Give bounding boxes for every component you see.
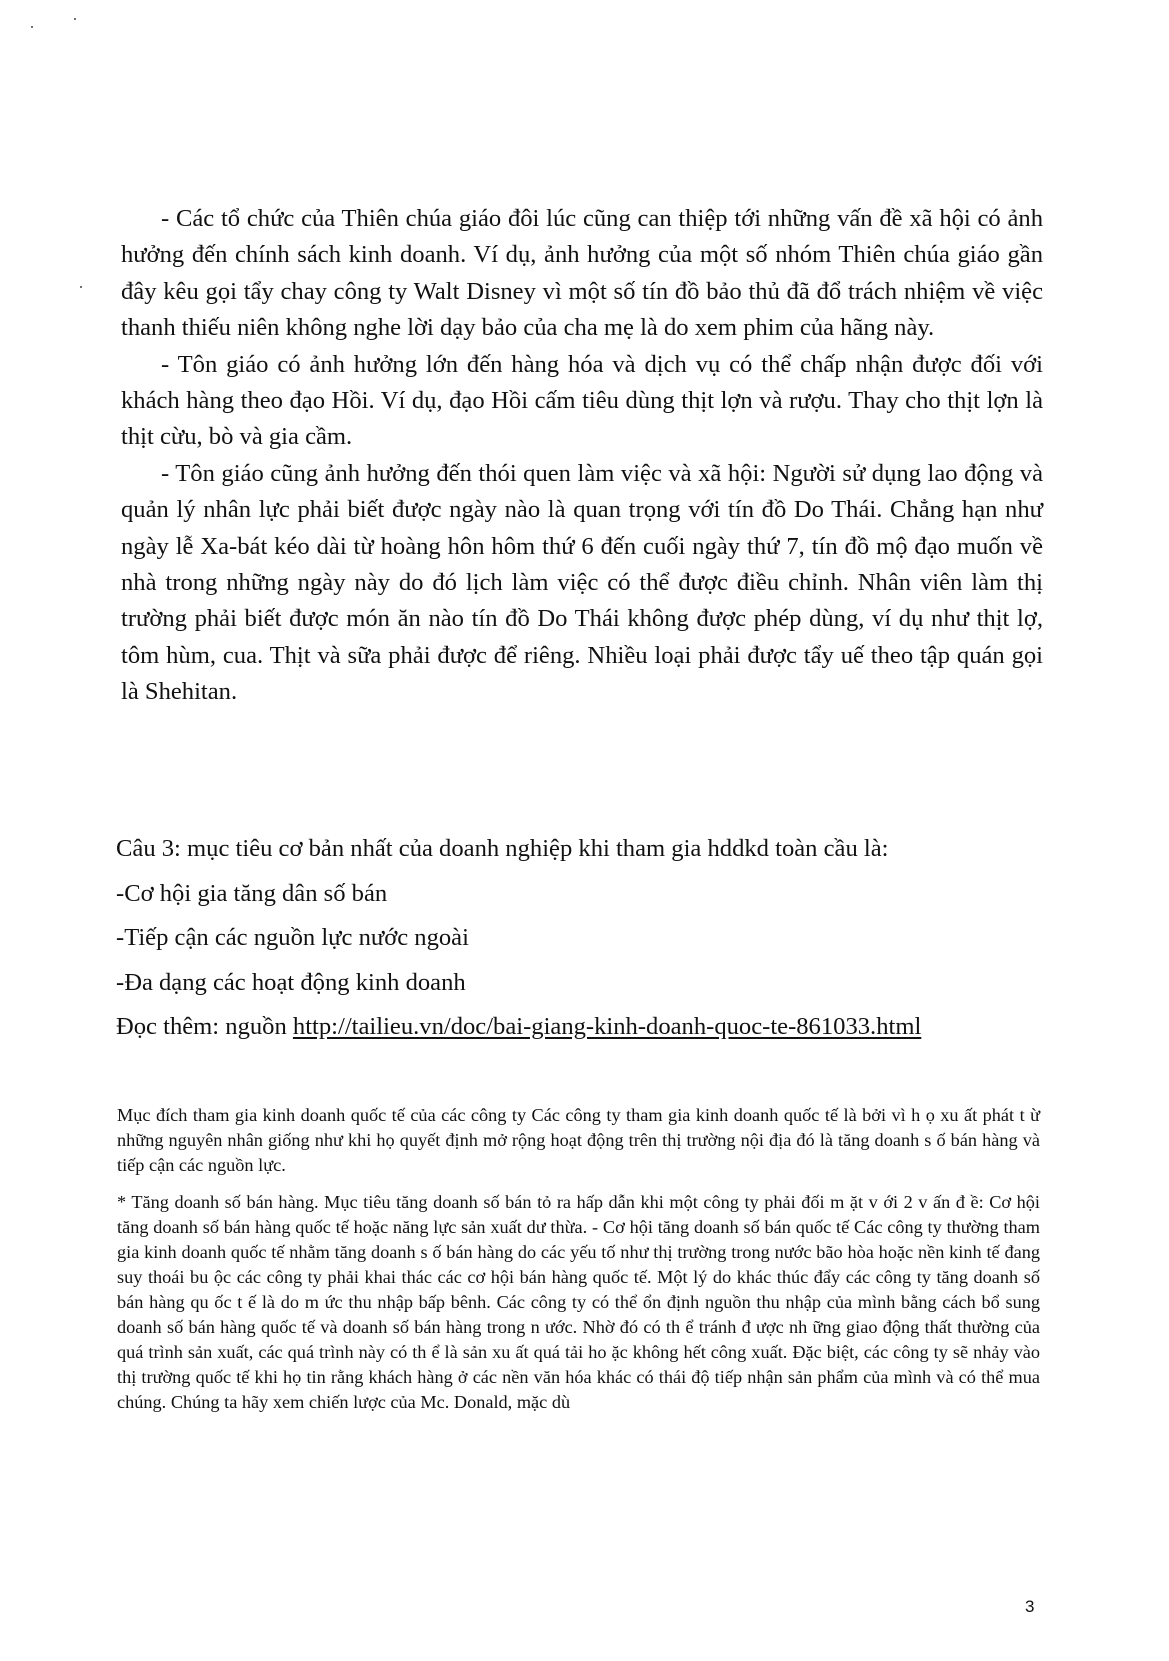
question-3-section <box>116 827 1046 1050</box>
scan-speck <box>31 26 33 28</box>
excerpt-paragraph: Mục đích tham gia kinh doanh quốc tế của các công ty Các công ty tham gia kinh doanh quốc tế là bởi vì h ọ xu ất phát t ừ những nguyên nhân giống như khi họ quyết định mở rộng hoạt động trên thị trường nội địa đó là tăng doanh s ố bán hàng và tiếp cận các nguồn lực. <box>117 1105 1040 1175</box>
paragraph-judaism: - Tôn giáo cũng ảnh hưởng đến thói quen làm việc và xã hội: Người sử dụng lao động và quản lý nhân lực phải biết được ngày nào là quan trọng với tín đồ Do Thái. Chẳng hạn như ngày lễ Xa-bát kéo dài từ hoàng hôn hôm thứ 6 đến cuối ngày thứ 7, tín đồ mộ đạo muốn về nhà trong những ngày này do đó lịch làm việc có thể được điều chỉnh. Nhân viên làm thị trường phải biết được món ăn nào tín đồ Do Thái không được phép dùng, ví dụ như thịt lợ, tôm hùm, cua. Thịt và sữa phải được để riêng. Nhiều loại phải được tẩy uế theo tập quán gọi là Shehitan. <box>121 459 1043 706</box>
source-link[interactable]: http://tailieu.vn/doc/bai-giang-kinh-doanh-quoc-te-861033.html <box>292 1013 922 1040</box>
further-reading-label: Đọc thêm: nguồn <box>116 1013 293 1040</box>
answer-item: -Tiếp cận các nguồn lực nước ngoài <box>116 924 469 951</box>
question-3-title: Câu 3: mục tiêu cơ bản nhất của doanh nghiệp khi tham gia hddkd toàn cầu là: <box>116 835 889 862</box>
scan-speck <box>74 18 76 20</box>
paragraph-christian-organizations: - Các tổ chức của Thiên chúa giáo đôi lúc cũng can thiệp tới những vấn đề xã hội có ảnh hưởng đến chính sách kinh doanh. Ví dụ, ảnh hưởng của một số nhóm Thiên chúa giáo gần đây kêu gọi tẩy chay công ty Walt Disney vì một số tín đồ bảo thủ đã đổ trách nhiệm về việc thanh thiếu niên không nghe lời dạy bảo của cha mẹ là do xem phim của hãng này. <box>121 205 1043 342</box>
page-number: 3 <box>1025 1597 1035 1616</box>
answer-item: -Đa dạng các hoạt động kinh doanh <box>116 968 466 996</box>
pasted-excerpt <box>117 1103 1040 1427</box>
excerpt-paragraph: * Tăng doanh số bán hàng. Mục tiêu tăng doanh số bán tỏ ra hấp dẫn khi một công ty phải đối m ặt v ới 2 v ấn đ ề: Cơ hội tăng doanh số bán hàng quốc tế hoặc năng lực sản xuất dư thừa. - Cơ hội tăng doanh số bán quốc tế Các công ty thường tham gia kinh doanh quốc tế nhằm tăng doanh s ố bán hàng do các yếu tố như thị trường trong nước bão hòa hoặc nền kinh tế đang suy thoái bu ộc các công ty phải khai thác các cơ hội bán hàng quốc tế. Một lý do khác thúc đẩy các công ty tăng doanh số bán hàng qu ốc t ế là do m ức thu nhập bấp bênh. Các công ty có thể ổn định nguồn thu nhập của mình bằng cách bổ sung doanh số bán hàng quốc tế và doanh số bán hàng trong n ước. Nhờ đó có th ể tránh đ ược nh ững giao động thất thường của quá trình sản xuất, các quá trình này có th ể là sản xu ất quá tải ho ặc không hết công xuất. Đặc biệt, các công ty sẽ nhảy vào thị trường quốc tế khi họ tin rằng khách hàng ở các nền văn hóa khác có thái độ tiếp nhận sản phẩm của mình và có thể mua chúng. Chúng ta hãy xem chiến lược của Mc. Donald, mặc dù <box>117 1192 1040 1412</box>
further-reading <box>116 1005 1046 1050</box>
answer-item: -Cơ hội gia tăng dân số bán <box>116 879 388 907</box>
paragraph-islam: - Tôn giáo có ảnh hưởng lớn đến hàng hóa và dịch vụ có thể chấp nhận được đối với khách hàng theo đạo Hồi. Ví dụ, đạo Hồi cấm tiêu dùng thịt lợn và rượu. Thay cho thịt lợn là thịt cừu, bò và gia cầm. <box>121 350 1043 451</box>
scan-speck <box>80 286 82 288</box>
religion-section <box>121 201 1043 711</box>
